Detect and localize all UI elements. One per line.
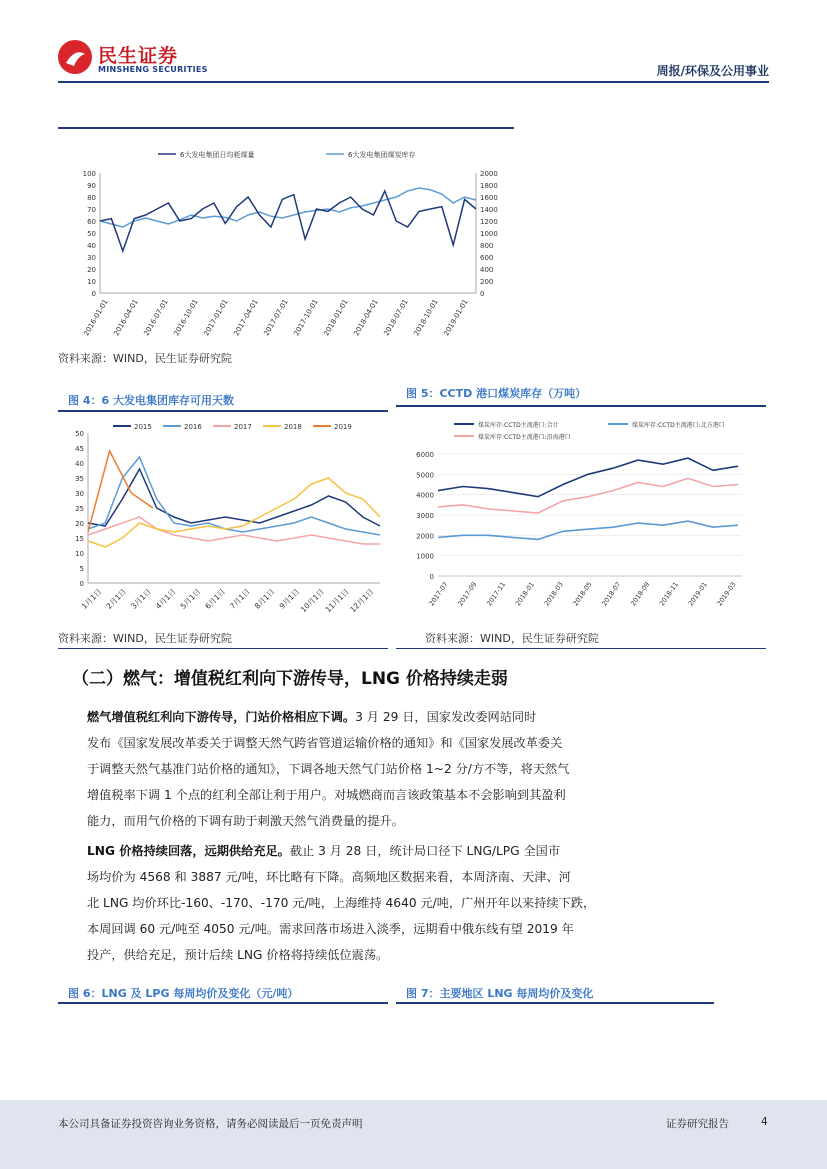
y2-tick-label: 400 (480, 266, 494, 274)
y2-tick-label: 0 (480, 290, 485, 298)
x-tick-label: 2017-04-01 (232, 298, 260, 338)
x-tick-label: 2018-10-01 (412, 298, 440, 338)
para1-line: 于调整天然气基准门站价格的通知》，下调各地天然气门站价格 1~2 分/方不等，将天然气 (87, 762, 570, 776)
fig7-title: 图 7：主要地区 LNG 每周均价及变化 (406, 987, 594, 1000)
y-tick-label: 80 (87, 194, 96, 202)
x-tick-label: 2017-09 (456, 580, 479, 608)
para2-line: 场均价为 4568 和 3887 元/吨，环比略有下降。高频地区数据来看，本周济南、天津、河 (87, 870, 571, 884)
y-tick-label: 25 (75, 505, 84, 513)
legend-label: 2018 (284, 423, 302, 431)
x-tick-label: 4月1日 (153, 587, 178, 611)
y-tick-label: 2000 (416, 532, 434, 541)
x-tick-label: 10月1日 (298, 587, 326, 615)
para1-lead: 燃气增值税红利向下游传导，门站价格相应下调。 (87, 710, 356, 724)
y-tick-label: 0 (429, 573, 434, 581)
y2-tick-label: 200 (480, 278, 494, 286)
y2-tick-label: 800 (480, 242, 494, 250)
y-tick-label: 30 (75, 490, 84, 498)
para2-line: 截止 3 月 28 日，统计局口径下 LNG/LPG 全国市 (289, 844, 561, 858)
para1-line: 发布《国家发展改革委关于调整天然气跨省管道运输价格的通知》和《国家发展改革委关 (87, 736, 563, 750)
legend-label: 煤炭库存:CCTD主流港口:北方港口 (632, 422, 725, 429)
legend-label: 2016 (184, 423, 202, 431)
x-tick-label: 12月1日 (348, 587, 376, 615)
series-line-煤炭库存:CCTD主流港口:北方港口 (438, 521, 738, 539)
footer-bar (0, 1100, 827, 1169)
y-tick-label: 40 (75, 460, 84, 468)
fig5-source: 资料来源：WIND，民生证券研究院 (425, 632, 599, 645)
y-tick-label: 0 (91, 290, 96, 298)
section-heading: （二）燃气：增值税红利向下游传导，LNG 价格持续走弱 (72, 669, 508, 689)
x-tick-label: 2016-07-01 (142, 298, 170, 338)
x-tick-label: 2016-04-01 (112, 298, 140, 338)
para1-line: 增值税率下调 1 个点的红利全部让利于用户。对城燃商而言该政策基本不会影响到其盈利 (87, 788, 566, 802)
top-chart-rule (58, 127, 514, 129)
x-tick-label: 1月1日 (79, 587, 104, 611)
port-coal-chart (396, 410, 768, 624)
fig5-title: 图 5：CCTD 港口煤炭库存（万吨） (406, 387, 587, 400)
x-tick-label: 6月1日 (203, 587, 228, 611)
x-tick-label: 2017-10-01 (292, 298, 320, 338)
y-tick-label: 20 (87, 266, 96, 274)
fig7-rule (396, 1002, 714, 1004)
para1-line: 3 月 29 日，国家发改委网站同时 (355, 710, 537, 724)
y-tick-label: 0 (79, 580, 84, 588)
top-chart-source: 资料来源：WIND，民生证券研究院 (58, 352, 232, 365)
y2-tick-label: 1400 (480, 206, 498, 214)
y-tick-label: 10 (87, 278, 96, 286)
x-tick-label: 8月1日 (252, 587, 277, 611)
x-tick-label: 2017-07-01 (262, 298, 290, 338)
logo-chinese-name: 民生证券 (98, 45, 179, 67)
y-tick-label: 70 (87, 206, 96, 214)
header-divider (58, 81, 769, 83)
legend-label: 煤炭库存:CCTD主流港口:合计 (478, 422, 559, 429)
x-tick-label: 2018-11 (657, 580, 681, 608)
report-type: 周报/环保及公用事业 (656, 64, 769, 78)
x-tick-label: 2018-07-01 (382, 298, 410, 338)
inventory-days-chart (58, 415, 388, 625)
fig6-rule (58, 1002, 388, 1004)
x-tick-label: 2018-01 (513, 580, 537, 608)
y-tick-label: 40 (87, 242, 96, 250)
x-tick-label: 3月1日 (129, 587, 153, 611)
legend-label: 6大发电集团日均耗煤量 (180, 151, 255, 159)
y-tick-label: 10 (75, 550, 84, 558)
fig6-title: 图 6：LNG 及 LPG 每周均价及变化（元/吨） (68, 987, 299, 1000)
y-tick-label: 20 (75, 520, 84, 528)
x-tick-label: 2018-05 (571, 580, 594, 608)
legend-label: 2019 (334, 423, 352, 431)
coal-consumption-chart (58, 135, 518, 347)
series-line-煤炭库存:CCTD主流港口:合计 (438, 458, 738, 497)
para2-line: 北 LNG 均价环比-160、-170、-170 元/吨，上海维持 4640 元/吨，广州开年以来持续下跌， (87, 896, 596, 910)
legend-label: 2017 (234, 423, 252, 431)
paragraph-2 (87, 838, 649, 968)
y-tick-label: 15 (75, 535, 84, 543)
y2-tick-label: 600 (480, 254, 494, 262)
x-tick-label: 2月1日 (104, 587, 129, 611)
logo-english-name: MINSHENG SECURITIES (98, 65, 208, 74)
x-tick-label: 11月1日 (323, 587, 351, 615)
legend-label: 2015 (134, 423, 152, 431)
x-tick-label: 2019-01-01 (442, 298, 470, 338)
para1-line: 能力，而用气价格的下调有助于刺激天然气消费量的提升。 (87, 814, 404, 828)
y-tick-label: 30 (87, 254, 96, 262)
x-tick-label: 2018-09 (629, 580, 652, 608)
footer-disclaimer: 本公司具备证券投资咨询业务资格，请务必阅读最后一页免责声明 (58, 1118, 363, 1130)
y-tick-label: 35 (75, 475, 84, 483)
y-tick-label: 6000 (416, 451, 434, 459)
y-tick-label: 45 (75, 445, 84, 453)
y-tick-label: 5 (79, 565, 84, 573)
x-tick-label: 2018-04-01 (352, 298, 380, 338)
y-tick-label: 3000 (416, 512, 434, 520)
fig5-bottom-rule (396, 648, 766, 649)
y-tick-label: 5000 (416, 471, 434, 480)
y-tick-label: 60 (87, 218, 96, 226)
y-tick-label: 1000 (416, 552, 434, 561)
page-number: 4 (761, 1116, 768, 1128)
y-tick-label: 100 (82, 170, 96, 178)
series-line-2016 (88, 457, 380, 535)
y2-tick-label: 1200 (480, 218, 498, 226)
legend-label: 6大发电集团煤炭库存 (348, 151, 416, 159)
x-tick-label: 2018-07 (600, 580, 623, 608)
y2-tick-label: 1000 (480, 230, 498, 238)
y2-tick-label: 1800 (480, 182, 498, 190)
para2-line: 投产，供给充足，预计后续 LNG 价格将持续低位震荡。 (87, 948, 389, 962)
y-tick-label: 50 (87, 230, 96, 238)
paragraph-1 (87, 704, 649, 834)
x-tick-label: 9月1日 (277, 587, 302, 611)
series-line-coal-stock (100, 188, 476, 227)
y-tick-label: 90 (87, 182, 96, 190)
x-tick-label: 2019-03 (715, 580, 738, 608)
logo-mark-icon (58, 40, 92, 74)
y2-tick-label: 1600 (480, 194, 498, 202)
x-tick-label: 5月1日 (178, 587, 203, 611)
fig4-bottom-rule (58, 648, 388, 649)
para2-line: 本周回调 60 元/吨至 4050 元/吨。需求回落市场进入淡季，远期看中俄东线有望 2019 年 (87, 922, 574, 936)
x-tick-label: 7月1日 (228, 587, 252, 611)
x-tick-label: 2017-11 (485, 580, 508, 608)
x-tick-label: 2019-01 (686, 580, 709, 608)
y2-tick-label: 2000 (480, 170, 498, 178)
fig5-rule (396, 405, 766, 407)
x-tick-label: 2016-10-01 (172, 298, 200, 338)
fig4-rule (58, 410, 388, 412)
legend-label: 煤炭库存:CCTD主流港口:沿海港口 (478, 434, 571, 441)
para2-lead: LNG 价格持续回落，远期供给充足。 (87, 844, 290, 858)
y-tick-label: 4000 (416, 491, 434, 500)
footer-report-label: 证券研究报告 (666, 1118, 729, 1130)
series-line-2015 (88, 469, 380, 526)
fig4-title: 图 4：6 大发电集团库存可用天数 (68, 394, 234, 407)
x-tick-label: 2017-07 (427, 580, 450, 608)
x-tick-label: 2018-03 (542, 580, 565, 608)
x-tick-label: 2017-01-01 (202, 298, 230, 338)
x-tick-label: 2016-01-01 (82, 298, 110, 338)
series-line-煤炭库存:CCTD主流港口:沿海港口 (438, 478, 738, 513)
y-tick-label: 50 (75, 430, 84, 438)
fig4-source: 资料来源：WIND，民生证券研究院 (58, 632, 232, 645)
x-tick-label: 2018-01-01 (322, 298, 350, 338)
